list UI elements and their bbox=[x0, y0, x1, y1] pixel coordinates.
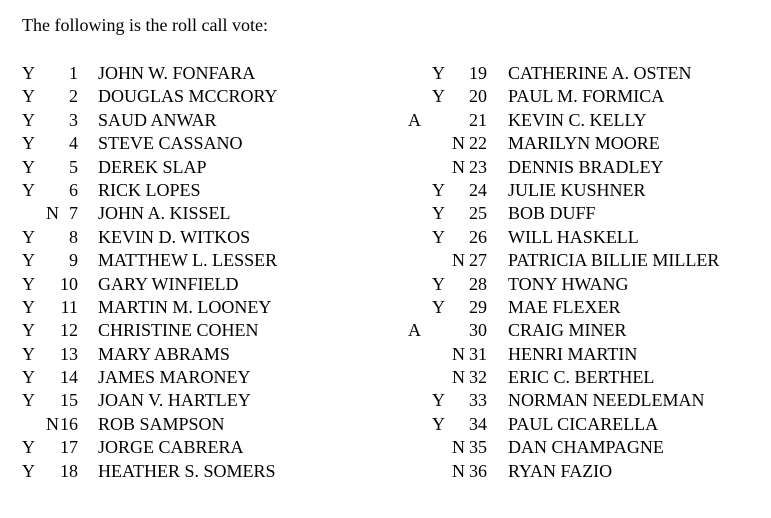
vote-row bbox=[0, 226, 390, 249]
senator-number: 1 bbox=[69, 63, 78, 83]
vote-row bbox=[390, 156, 771, 179]
senator-number: 13 bbox=[60, 343, 78, 364]
vote-row bbox=[390, 226, 771, 249]
senator-name: JOHN A. KISSEL bbox=[98, 203, 231, 224]
vote-row bbox=[390, 296, 771, 319]
vote-row bbox=[0, 413, 390, 436]
senator-number: 2 bbox=[69, 86, 78, 107]
vote-row bbox=[0, 85, 390, 108]
vote-mark: A bbox=[408, 109, 421, 130]
vote-row bbox=[390, 132, 771, 155]
vote-row bbox=[0, 132, 390, 155]
senator-number: 4 bbox=[69, 133, 78, 154]
senator-name: KEVIN D. WITKOS bbox=[98, 226, 251, 247]
senator-name: JAMES MARONEY bbox=[98, 367, 251, 388]
vote-mark: N bbox=[452, 367, 465, 388]
senator-number: 30 bbox=[469, 320, 487, 341]
vote-mark: Y bbox=[22, 273, 35, 294]
senator-number: 5 bbox=[69, 156, 78, 177]
senator-name: HEATHER S. SOMERS bbox=[98, 460, 276, 481]
vote-row bbox=[390, 62, 771, 85]
senator-name: JOAN V. HARTLEY bbox=[98, 390, 251, 411]
vote-mark: Y bbox=[22, 367, 35, 388]
senator-name: TONY HWANG bbox=[508, 273, 629, 294]
senator-number: 9 bbox=[69, 250, 78, 271]
vote-row bbox=[0, 273, 390, 296]
vote-mark: Y bbox=[22, 250, 35, 271]
vote-row bbox=[390, 366, 771, 389]
vote-mark: Y bbox=[22, 226, 35, 247]
senator-name: HENRI MARTIN bbox=[508, 343, 638, 364]
vote-row bbox=[390, 179, 771, 202]
senator-name: MARY ABRAMS bbox=[98, 343, 230, 364]
vote-row bbox=[390, 436, 771, 459]
senator-number: 35 bbox=[469, 437, 487, 458]
vote-row bbox=[0, 389, 390, 412]
senator-number: 27 bbox=[469, 250, 487, 271]
senator-number: 24 bbox=[469, 179, 487, 200]
vote-row bbox=[390, 460, 771, 483]
vote-row bbox=[390, 319, 771, 342]
vote-mark: Y bbox=[22, 63, 35, 83]
senator-name: RYAN FAZIO bbox=[508, 460, 613, 481]
senator-number: 14 bbox=[60, 367, 78, 388]
vote-mark: N bbox=[452, 156, 465, 177]
right-vote-column bbox=[390, 62, 771, 483]
vote-mark: Y bbox=[432, 413, 445, 434]
vote-row bbox=[390, 273, 771, 296]
vote-row bbox=[390, 389, 771, 412]
senator-name: KEVIN C. KELLY bbox=[508, 109, 647, 130]
vote-mark: Y bbox=[432, 390, 445, 411]
vote-mark: Y bbox=[432, 273, 445, 294]
senator-name: STEVE CASSANO bbox=[98, 133, 243, 154]
vote-row bbox=[0, 179, 390, 202]
senator-number: 23 bbox=[469, 156, 487, 177]
vote-row bbox=[0, 366, 390, 389]
vote-mark: Y bbox=[432, 86, 445, 107]
senator-name: PATRICIA BILLIE MILLER bbox=[508, 250, 720, 271]
senator-name: DENNIS BRADLEY bbox=[508, 156, 664, 177]
senator-number: 32 bbox=[469, 367, 487, 388]
senator-name: DEREK SLAP bbox=[98, 156, 207, 177]
vote-mark: N bbox=[452, 437, 465, 458]
vote-mark: Y bbox=[432, 179, 445, 200]
vote-mark: Y bbox=[22, 460, 35, 481]
senator-name: RICK LOPES bbox=[98, 179, 201, 200]
vote-row bbox=[390, 413, 771, 436]
senator-name: CRAIG MINER bbox=[508, 320, 627, 341]
senator-name: SAUD ANWAR bbox=[98, 109, 217, 130]
vote-row bbox=[390, 249, 771, 272]
senator-name: GARY WINFIELD bbox=[98, 273, 239, 294]
senator-name: WILL HASKELL bbox=[508, 226, 639, 247]
senator-number: 7 bbox=[69, 203, 78, 224]
vote-row bbox=[0, 319, 390, 342]
senator-name: MAE FLEXER bbox=[508, 296, 621, 317]
vote-mark: Y bbox=[22, 390, 35, 411]
vote-mark: N bbox=[46, 413, 59, 434]
senator-number: 16 bbox=[60, 413, 78, 434]
senator-number: 25 bbox=[469, 203, 487, 224]
vote-row bbox=[0, 62, 390, 85]
vote-row bbox=[0, 296, 390, 319]
vote-row bbox=[390, 343, 771, 366]
vote-row bbox=[390, 109, 771, 132]
senator-number: 18 bbox=[60, 460, 78, 481]
senator-number: 33 bbox=[469, 390, 487, 411]
senator-number: 6 bbox=[69, 179, 78, 200]
vote-mark: Y bbox=[22, 343, 35, 364]
senator-number: 28 bbox=[469, 273, 487, 294]
vote-mark: N bbox=[452, 250, 465, 271]
vote-mark: Y bbox=[432, 296, 445, 317]
senator-number: 20 bbox=[469, 86, 487, 107]
vote-mark: N bbox=[46, 203, 59, 224]
vote-row bbox=[0, 202, 390, 225]
vote-row bbox=[0, 343, 390, 366]
vote-mark: Y bbox=[432, 203, 445, 224]
senator-name: MARILYN MOORE bbox=[508, 133, 660, 154]
vote-mark: Y bbox=[432, 63, 445, 83]
senator-name: PAUL CICARELLA bbox=[508, 413, 659, 434]
vote-mark: Y bbox=[432, 226, 445, 247]
vote-mark: N bbox=[452, 460, 465, 481]
senator-number: 36 bbox=[469, 460, 487, 481]
senator-name: ROB SAMPSON bbox=[98, 413, 225, 434]
senator-name: NORMAN NEEDLEMAN bbox=[508, 390, 705, 411]
senator-number: 22 bbox=[469, 133, 487, 154]
senator-number: 10 bbox=[60, 273, 78, 294]
senator-number: 34 bbox=[469, 413, 487, 434]
senator-number: 8 bbox=[69, 226, 78, 247]
vote-mark: N bbox=[452, 133, 465, 154]
senator-name: JULIE KUSHNER bbox=[508, 179, 646, 200]
vote-mark: Y bbox=[22, 86, 35, 107]
senator-number: 29 bbox=[469, 296, 487, 317]
vote-mark: Y bbox=[22, 179, 35, 200]
senator-number: 21 bbox=[469, 109, 487, 130]
vote-row bbox=[0, 436, 390, 459]
senator-name: PAUL M. FORMICA bbox=[508, 86, 665, 107]
vote-row bbox=[390, 85, 771, 108]
vote-mark: Y bbox=[22, 109, 35, 130]
vote-row bbox=[0, 156, 390, 179]
senator-number: 3 bbox=[69, 109, 78, 130]
vote-row bbox=[390, 202, 771, 225]
senator-number: 15 bbox=[60, 390, 78, 411]
vote-mark: Y bbox=[22, 156, 35, 177]
senator-number: 17 bbox=[60, 437, 78, 458]
senator-name: MARTIN M. LOONEY bbox=[98, 296, 272, 317]
vote-row bbox=[0, 460, 390, 483]
senator-name: BOB DUFF bbox=[508, 203, 596, 224]
vote-mark: A bbox=[408, 320, 421, 341]
vote-mark: Y bbox=[22, 320, 35, 341]
senator-name: DOUGLAS MCCRORY bbox=[98, 86, 278, 107]
senator-name: JORGE CABRERA bbox=[98, 437, 244, 458]
vote-mark: Y bbox=[22, 437, 35, 458]
senator-name: JOHN W. FONFARA bbox=[98, 63, 256, 83]
senator-number: 19 bbox=[469, 63, 487, 83]
vote-mark: Y bbox=[22, 296, 35, 317]
senator-number: 12 bbox=[60, 320, 78, 341]
vote-mark: N bbox=[452, 343, 465, 364]
senator-name: CATHERINE A. OSTEN bbox=[508, 63, 692, 83]
senator-name: CHRISTINE COHEN bbox=[98, 320, 259, 341]
senator-number: 31 bbox=[469, 343, 487, 364]
vote-row bbox=[0, 249, 390, 272]
senator-number: 26 bbox=[469, 226, 487, 247]
left-vote-column bbox=[0, 62, 390, 483]
senator-name: MATTHEW L. LESSER bbox=[98, 250, 278, 271]
vote-mark: Y bbox=[22, 133, 35, 154]
vote-row bbox=[0, 109, 390, 132]
intro-text: The following is the roll call vote: bbox=[22, 15, 268, 35]
senator-name: DAN CHAMPAGNE bbox=[508, 437, 664, 458]
senator-name: ERIC C. BERTHEL bbox=[508, 367, 655, 388]
senator-number: 11 bbox=[60, 296, 78, 317]
